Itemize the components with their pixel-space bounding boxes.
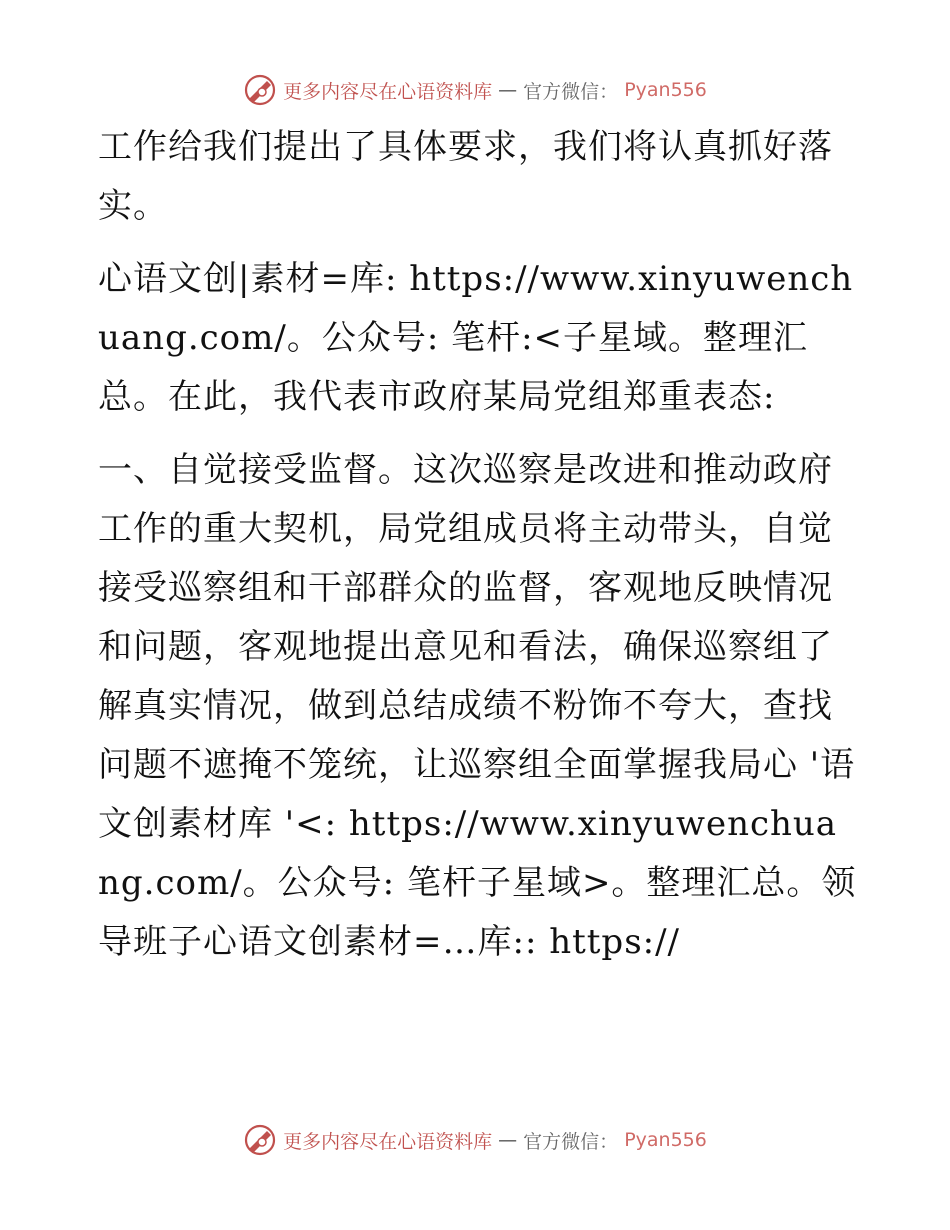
pen-logo-icon: [243, 73, 277, 107]
document-body: [98, 118, 858, 986]
pen-logo-icon: [243, 1123, 277, 1157]
watermark-brand: 更多内容尽在心语资料库: [283, 1130, 493, 1153]
watermark-wechat-label: 官方微信：: [523, 1130, 619, 1153]
header-watermark: [0, 70, 950, 110]
watermark-brand: 更多内容尽在心语资料库: [283, 80, 493, 103]
watermark: [243, 73, 707, 107]
watermark-wechat-label: 官方微信：: [523, 80, 619, 103]
paragraph-3: 一、自觉接受监督。这次巡察是改进和推动政府工作的重大契机，局党组成员将主动带头，自觉接受巡察组和干部群众的监督，客观地反映情况和问题，客观地提出意见和看法，确保巡察组了解真实情况，做到总结成绩不粉饰不夸大，查找问题不遮掩不笼统，让巡察组全面掌握我局心 '语文创素材库 '<: https://www.xinyuwenchuang.com/。公众号: 笔杆子星域>。整理汇总。领导班子心语文创素材=…库:: https://: [98, 450, 857, 962]
watermark-separator: —: [498, 79, 518, 101]
watermark-separator: —: [498, 1129, 518, 1151]
watermark: [243, 1123, 707, 1157]
footer-watermark: [0, 1120, 950, 1160]
watermark-wechat-id: Pyan556: [624, 1129, 707, 1151]
paragraph-2: 心语文创|素材=库: https://www.xinyuwenchuang.com/。公众号: 笔杆:<子星域。整理汇总。在此，我代表市政府某局党组郑重表态:: [98, 259, 854, 417]
watermark-wechat-id: Pyan556: [624, 79, 707, 101]
paragraph-1: 工作给我们提出了具体要求，我们将认真抓好落实。: [98, 127, 833, 226]
